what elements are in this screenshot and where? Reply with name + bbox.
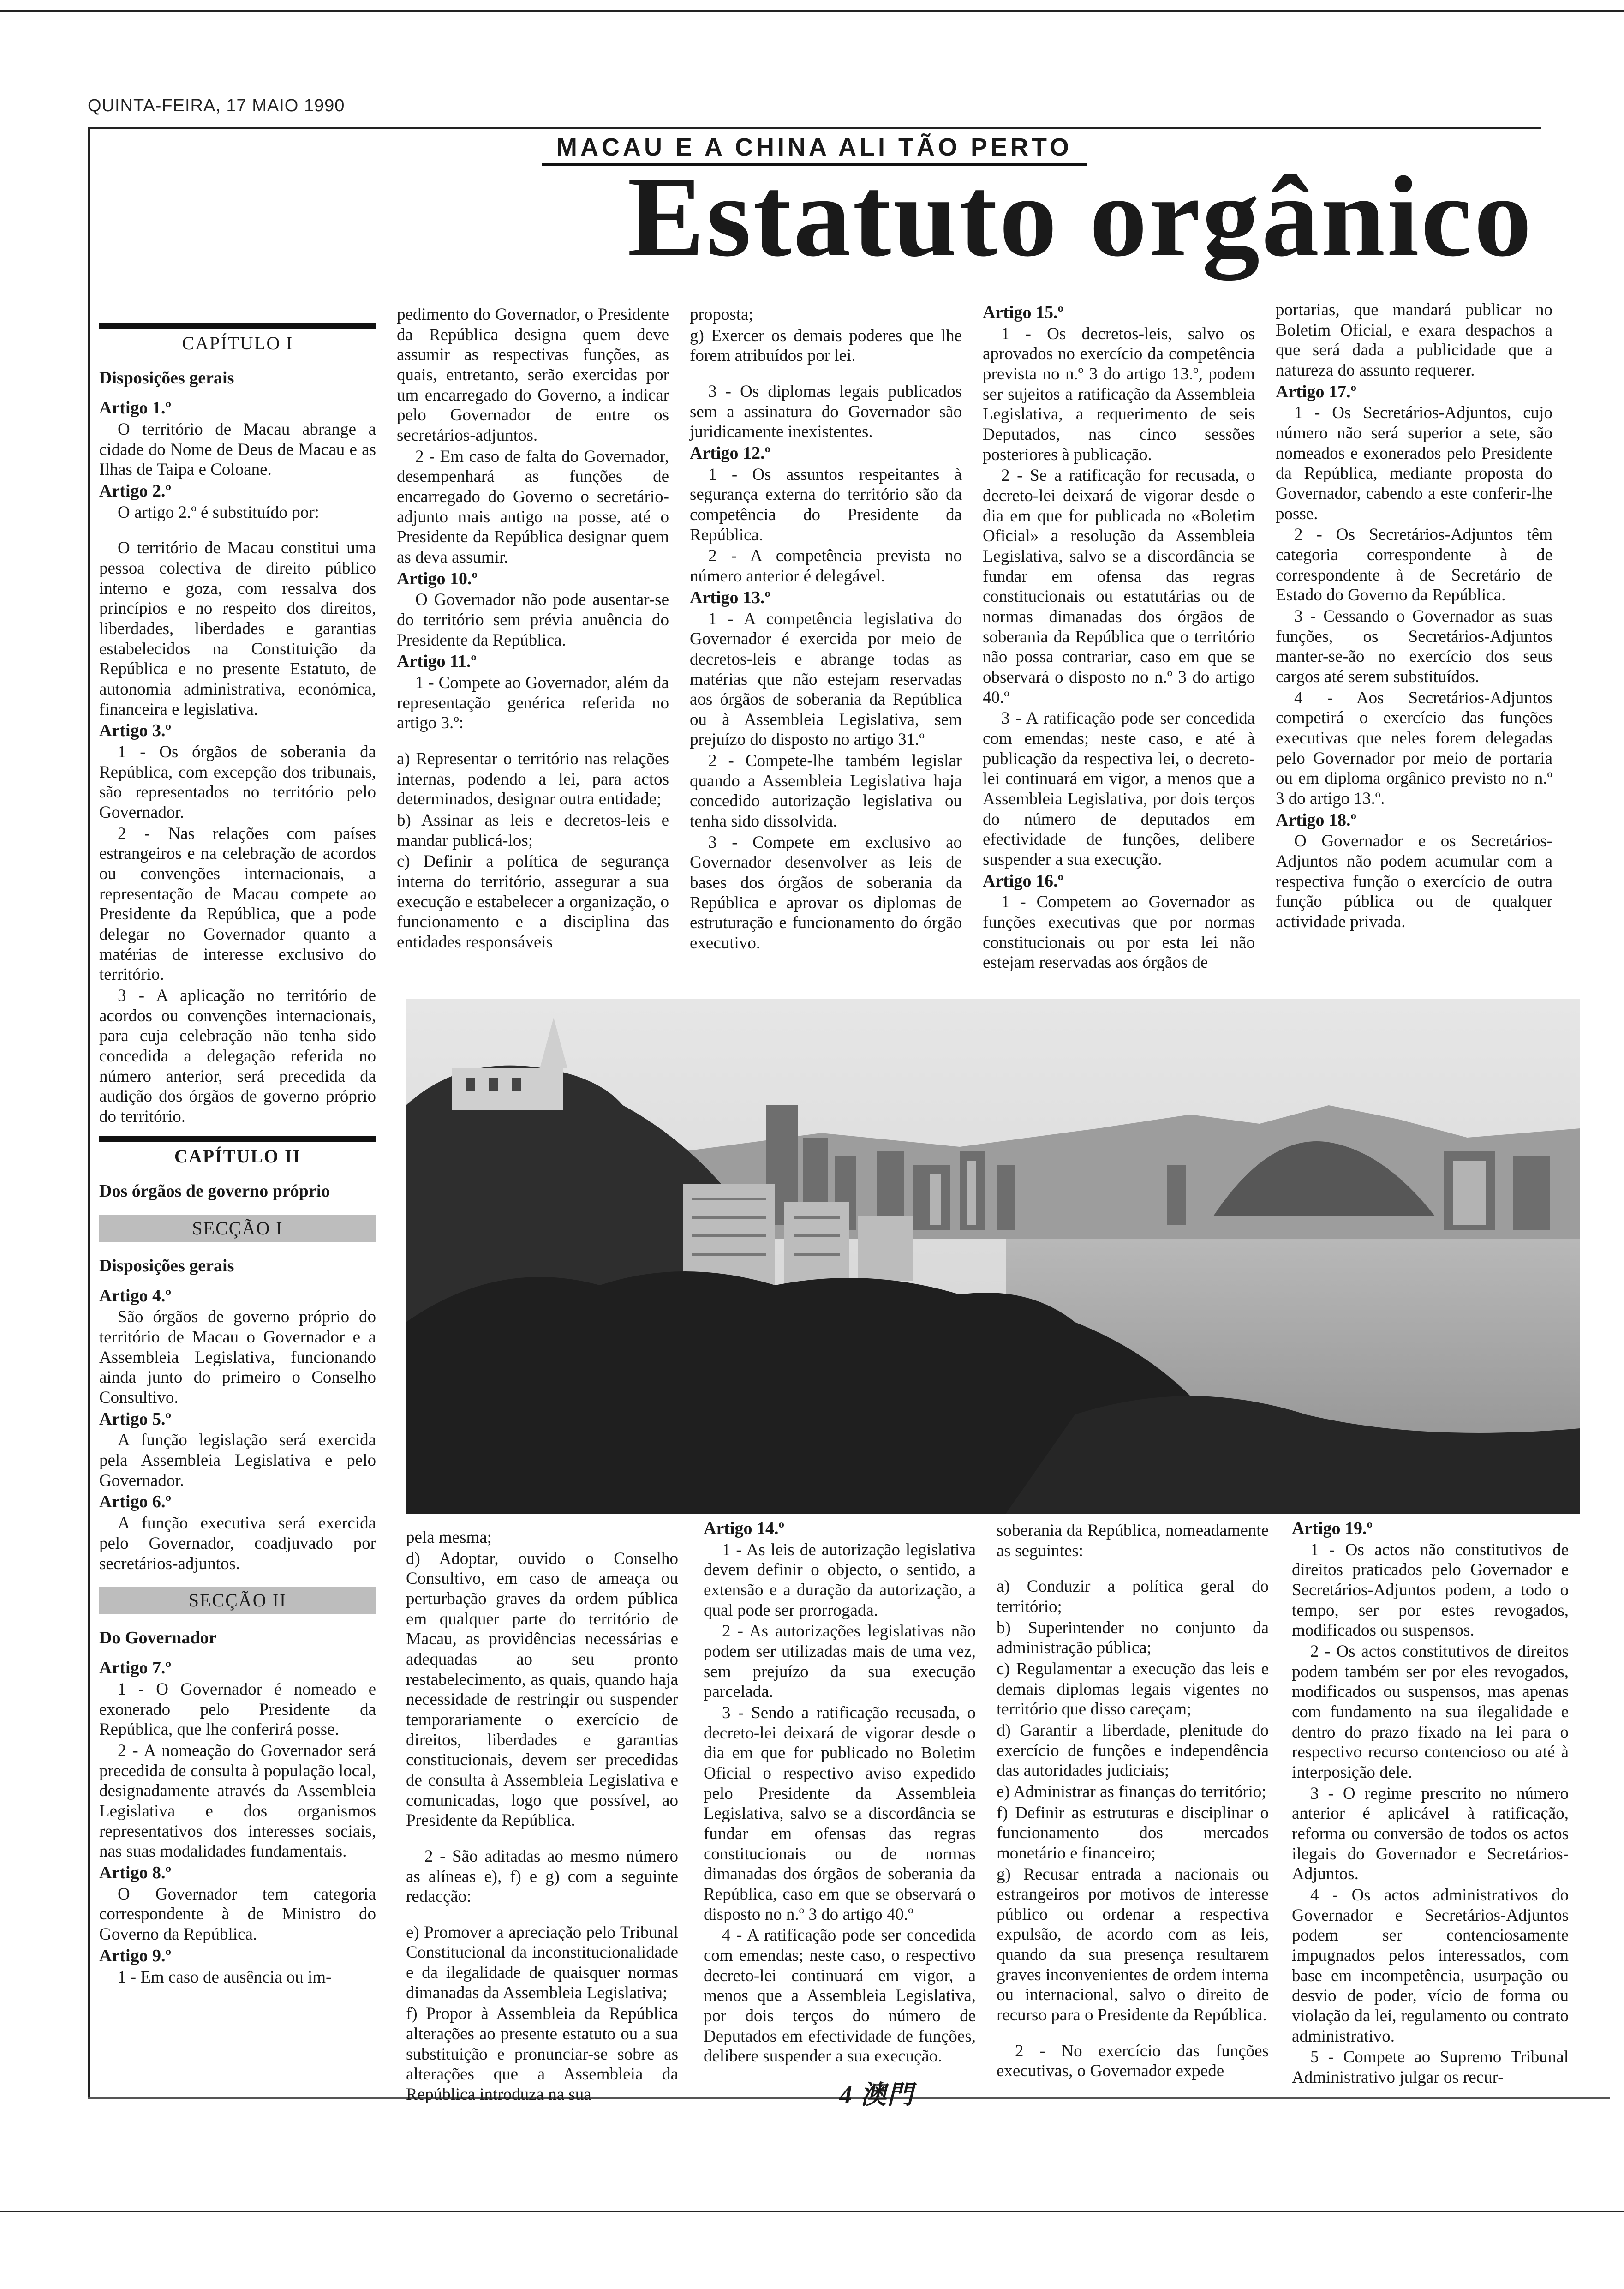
article-text: 3 - A aplicação no território de acordos ou convenções internacionais, para cuja celebração não tenha sido concedida a delegação referida no número anterior, será precedida da audição dos órgãos de governo próprio do território.: [99, 986, 376, 1126]
section-subtitle: Disposições gerais: [99, 368, 234, 388]
section-subtitle: Dos órgãos de governo próprio: [99, 1181, 330, 1201]
article-text: portarias, que mandará publicar no Boletim Oficial, e exara despachos a que será dada a publicidade que a natureza do assunto requerer.: [1276, 300, 1552, 380]
article-text: 1 - A competência legislativa do Governador é exercida por meio de decretos-leis e abrange todas as matérias que não estejam reservadas aos órgãos de soberania da República ou à Assembleia Legislativa, sem prejuízo do disposto no artigo 31.º: [690, 609, 962, 749]
article-text: soberania da República, nomeadamente as seguintes:: [997, 1521, 1269, 1560]
article-title: Artigo 10.º: [397, 569, 478, 588]
article-text: 1 - Os actos não constitutivos de direitos praticados pelo Governador e Secretários-Adjuntos podem, a todo o tempo, ser por estes revogados, modificados ou suspensos.: [1292, 1540, 1569, 1640]
article-text: 1 - Os assuntos respeitantes à segurança externa do território são da competência do Presidente da República.: [690, 465, 962, 545]
article-title: Artigo 17.º: [1276, 382, 1357, 401]
article-text: g) Exercer os demais poderes que lhe forem atribuídos por lei.: [690, 326, 962, 366]
article-text: 4 - Aos Secretários-Adjuntos competirá o exercício das funções executivas que neles forem delegadas pelo Governador por meio de portaria ou em diploma orgânico previsto no n.º 3 do artigo 13.º.: [1276, 688, 1552, 808]
article-text: 3 - Compete em exclusivo ao Governador desenvolver as leis de bases dos órgãos de soberania da República e aprovar os diplomas de estruturação e funcionamento do órgão executivo.: [690, 833, 962, 953]
section-subtitle: Do Governador: [99, 1628, 217, 1648]
article-text: a) Conduzir a política geral do território;: [997, 1577, 1269, 1616]
page-number-logo: 4 澳門: [839, 2081, 914, 2109]
article-text: g) Recusar entrada a nacionais ou estrangeiros por motivos de interesse público ou ordenar a respectiva expulsão, de acordo com as leis, quando da sua presença resultarem graves inconvenientes de ordem interna ou internacional, salvo o direito de recurso para o Presidente da República.: [997, 1864, 1269, 2025]
headline: Estatuto orgânico: [627, 153, 1534, 281]
article-text: 1 - As leis de autorização legislativa devem definir o objecto, o sentido, a extensão e a duração da autorização, a qual pode ser prorrogada.: [704, 1540, 976, 1620]
article-title: Artigo 13.º: [690, 587, 771, 607]
article-text: 2 - Os Secretários-Adjuntos têm categoria correspondente à de correspondente à de Secretário de Estado do Governo da República.: [1276, 525, 1552, 605]
column-9: [1292, 1518, 1569, 2089]
column-4: [983, 302, 1255, 974]
article-text: 3 - Sendo a ratificação recusada, o decreto-lei deixará de vigorar desde o dia em que for publicado no Boletim Oficial o respectivo aviso expedido pelo Presidente da Assembleia Legislativa, salvo se a discordância se fundar em ofensas das regras constitucionais ou de normas dimanadas dos órgãos de soberania da República, caso em que se observará o disposto no n.º 3 do artigo 40.º: [704, 1703, 976, 1924]
article-text: 1 - Compete ao Governador, além da representação genérica referida no artigo 3.º:: [397, 673, 669, 733]
frame-rule-left: [88, 127, 90, 2097]
article-text: A função executiva será exercida pelo Governador, coadjuvado por secretários-adjuntos.: [99, 1514, 376, 1573]
article-text: 2 - Compete-lhe também legislar quando a Assembleia Legislativa haja concedido autorização legislativa ou tenha sido dissolvida.: [690, 751, 962, 831]
article-text: A função legislação será exercida pela Assembleia Legislativa e pelo Governador.: [99, 1431, 376, 1490]
article-text: 1 - Os decretos-leis, salvo os aprovados no exercício da competência prevista no n.º 3 do artigo 13.º, podem ser sujeitos a ratificação da Assembleia Legislativa, a requerimento de seis Deputados, nas cinco sessões posteriores à publicação.: [983, 324, 1255, 464]
article-text: pela mesma;: [406, 1528, 492, 1547]
article-title: Artigo 14.º: [704, 1519, 785, 1538]
article-title: Artigo 8.º: [99, 1863, 172, 1882]
column-2: [397, 305, 669, 953]
seccao-band: SECÇÃO I: [99, 1215, 376, 1242]
article-text: 3 - O regime prescrito no número anterior é aplicável à ratificação, reforma ou conversão de todos os actos ilegais do Governador e Secretários-Adjuntos.: [1292, 1784, 1569, 1884]
scan-edge-bottom: [0, 2211, 1624, 2212]
article-text: 1 - Competem ao Governador as funções executivas que por normas constitucionais ou por esta lei não estejam reservadas aos órgãos de: [983, 893, 1255, 972]
frame-rule-top: [88, 127, 1541, 129]
article-text: 2 - Os actos constitutivos de direitos podem também ser por eles revogados, modificados ou suspensos, mas apenas com fundamento na sua ilegalidade e dentro do prazo fixado na lei para o respectivo recurso contencioso ou até à interposição dele.: [1292, 1642, 1569, 1782]
article-text: c) Definir a política de segurança interna do território, assegurar a sua execução e estabelecer a organização, o funcionamento e a disciplina das entidades responsáveis: [397, 852, 669, 952]
article-text: 2 - No exercício das funções executivas, o Governador expede: [997, 2041, 1269, 2081]
article-text: f) Definir as estruturas e disciplinar o funcionamento dos mercados monetário e financeiro;: [997, 1803, 1269, 1863]
article-text: 1 - Os órgãos de soberania da República, com excepção dos tribunais, são representados no território pelo Governador.: [99, 743, 376, 822]
article-title: Artigo 2.º: [99, 481, 172, 501]
article-text: d) Garantir a liberdade, plenitude do exercício de funções e independência das autoridades judiciais;: [997, 1720, 1269, 1780]
article-text: 2 - As autorizações legislativas não podem ser utilizadas mais de uma vez, sem prejuízo da sua execução parcelada.: [704, 1622, 976, 1702]
article-text: f) Propor à Assembleia da República alterações ao presente estatuto ou a sua substituição e pronunciar-se sobre as alterações que a Assembleia da República introduza na sua: [406, 2004, 678, 2104]
article-text: 2 - Nas relações com países estrangeiros e na celebração de acordos ou convenções internacionais, a representação de Macau compete ao Presidente da República, que a pode delegar no Governador quanto a matérias de interesse exclusivo do território.: [99, 824, 376, 984]
column-5: [1276, 300, 1552, 933]
macau-landscape-photo: [406, 999, 1580, 1514]
article-text: O Governador tem categoria correspondente à de Ministro do Governo da República.: [99, 1884, 376, 1944]
article-text: c) Regulamentar a execução das leis e demais diplomas legais vigentes no território que disso careçam;: [997, 1659, 1269, 1719]
article-text: 3 - Os diplomas legais publicados sem a assinatura do Governador são juridicamente inexistentes.: [690, 382, 962, 442]
article-title: Artigo 9.º: [99, 1946, 172, 1965]
article-title: Artigo 12.º: [690, 443, 771, 463]
article-text: proposta;: [690, 305, 753, 324]
article-text: pedimento do Governador, o Presidente da República designa quem deve assumir as respectivas funções, as quais, entretanto, serão exercidas por um encarregado do Governo, a indicar pelo Governador de entre os secretários-adjuntos.: [397, 305, 669, 445]
article-text: d) Adoptar, ouvido o Conselho Consultivo, em caso de ameaça ou perturbação graves da ordem pública em qualquer parte do território de Macau, as providências necessárias e adequadas ao seu pronto restabelecimento, as quais, quando haja necessidade de restringir ou suspender temporariamente o exercício de direitos, liberdades e garantias constitucionais, devem ser precedidas de consulta à Assembleia Legislativa e comunicadas, logo que possível, ao Presidente da República.: [406, 1549, 678, 1830]
article-text: São órgãos de governo próprio do território de Macau o Governador e a Assembleia Legislativa, funcionando ainda junto do primeiro o Conselho Consultivo.: [99, 1307, 376, 1407]
chapter-heading: CAPÍTULO II: [99, 1136, 376, 1167]
article-title: Artigo 6.º: [99, 1492, 172, 1512]
column-3: [690, 305, 962, 954]
article-text: O artigo 2.º é substituído por:: [118, 503, 319, 522]
dateline: QUINTA-FEIRA, 17 MAIO 1990: [88, 96, 345, 115]
article-title: Artigo 5.º: [99, 1409, 172, 1429]
column-1: [99, 314, 376, 1988]
article-title: Artigo 3.º: [99, 721, 172, 741]
article-text: O território de Macau constitui uma pessoa colectiva de direito público interno e goza, com ressalva dos princípios e no respeito dos direitos, liberdades, liberdades e garantias estabelecidos na Constituição da República e no presente Estatuto, de autonomia administrativa, económica, financeira e legislativa.: [99, 539, 376, 719]
article-title: Artigo 11.º: [397, 652, 477, 671]
article-text: b) Superintender no conjunto da administração pública;: [997, 1618, 1269, 1658]
article-title: Artigo 15.º: [983, 303, 1064, 322]
seccao-band: SECÇÃO II: [99, 1587, 376, 1614]
article-text: 2 - Em caso de falta do Governador, desempenhará as funções de encarregado do Governo o secretário-adjunto mais antigo na posse, até o Presidente da República designar quem as deva assumir.: [397, 447, 669, 567]
article-title: Artigo 1.º: [99, 398, 172, 418]
article-text: 4 - Os actos administrativos do Governador e Secretários-Adjuntos podem ser contenciosamente impugnados pelos interessados, com base em incompetência, usurpação ou desvio de poder, vício de forma ou violação da lei, regulamento ou contrato administrativo.: [1292, 1885, 1569, 2046]
article-text: 2 - Se a ratificação for recusada, o decreto-lei deixará de vigorar desde o dia em que for publicada no «Boletim Oficial» a resolução da Assembleia Legislativa, salvo se a discordância se fundar em ofensa das regras constitucionais ou estatutárias ou de normas dimanadas dos órgãos de soberania da República que o território não possa contrariar, caso em que se observará o disposto no n.º 3 do artigo 40.º: [983, 466, 1255, 707]
article-text: 3 - Cessando o Governador as suas funções, os Secretários-Adjuntos manter-se-ão no exercício dos seus cargos até serem substituídos.: [1276, 607, 1552, 686]
article-title: Artigo 18.º: [1276, 810, 1357, 830]
section-kicker: MACAU E A CHINA ALI TÃO PERTO: [542, 133, 1087, 166]
column-7: [704, 1518, 976, 2067]
article-text: O Governador e os Secretários-Adjuntos não podem acumular com a respectiva função o exercício de outra função pública ou de qualquer actividade privada.: [1276, 832, 1552, 932]
article-text: a) Representar o território nas relações internas, podendo a lei, para actos determinados, designar outra entidade;: [397, 749, 669, 809]
article-text: O território de Macau abrange a cidade do Nome de Deus de Macau e as Ilhas de Taipa e Coloane.: [99, 419, 376, 479]
article-title: Artigo 4.º: [99, 1286, 172, 1306]
article-text: 3 - A ratificação pode ser concedida com emendas; neste caso, e até à publicação da respectiva lei, o decreto-lei continuará em vigor, a menos que a Assembleia Legislativa, por dois terços do número de deputados em efectividade de funções, delibere suspender a sua execução.: [983, 709, 1255, 869]
article-text: 1 - Em caso de ausência ou im-: [118, 1967, 332, 1987]
article-text: 5 - Compete ao Supremo Tribunal Administrativo julgar os recur-: [1292, 2048, 1569, 2087]
article-text: 1 - O Governador é nomeado e exonerado pelo Presidente da República, que lhe conferirá posse.: [99, 1680, 376, 1739]
column-6: [406, 1528, 678, 2106]
article-title: Artigo 19.º: [1292, 1519, 1373, 1538]
article-text: 2 - A competência prevista no número anterior é delegável.: [690, 546, 962, 586]
article-text: 1 - Os Secretários-Adjuntos, cujo número não será superior a sete, são nomeados e exonerados pelo Presidente da República, mediante proposta do Governador, cabendo a este conferir-lhe posse.: [1276, 403, 1552, 523]
article-text: 2 - São aditadas ao mesmo número as alíneas e), f) e g) com a seguinte redacção:: [406, 1846, 678, 1906]
column-8: [997, 1521, 1269, 2082]
article-text: 4 - A ratificação pode ser concedida com emendas; neste caso, o respectivo decreto-lei continuará em vigor, a menos que a Assembleia Legislativa, por dois terços do número de Deputados em efectividade de funções, delibere suspender a sua execução.: [704, 1926, 976, 2066]
section-subtitle: Disposições gerais: [99, 1256, 234, 1276]
scan-edge-top: [0, 10, 1624, 12]
article-title: Artigo 16.º: [983, 871, 1064, 891]
chapter-heading: CAPÍTULO I: [99, 323, 376, 354]
article-text: b) Assinar as leis e decretos-leis e mandar publicá-los;: [397, 811, 669, 850]
article-text: 2 - A nomeação do Governador será precedida de consulta à população local, designadamente através da Assembleia Legislativa e dos organismos representativos dos interesses sociais, nas suas modalidades fundamentais.: [99, 1741, 376, 1861]
article-title: Artigo 7.º: [99, 1658, 172, 1678]
article-text: e) Promover a apreciação pelo Tribunal Constitucional da inconstitucionalidade e da ilegalidade de quaisquer normas dimanadas da Assembleia Legislativa;: [406, 1923, 678, 2002]
article-text: O Governador não pode ausentar-se do território sem prévia anuência do Presidente da República.: [397, 590, 669, 650]
article-text: e) Administrar as finanças do território;: [997, 1782, 1266, 1801]
